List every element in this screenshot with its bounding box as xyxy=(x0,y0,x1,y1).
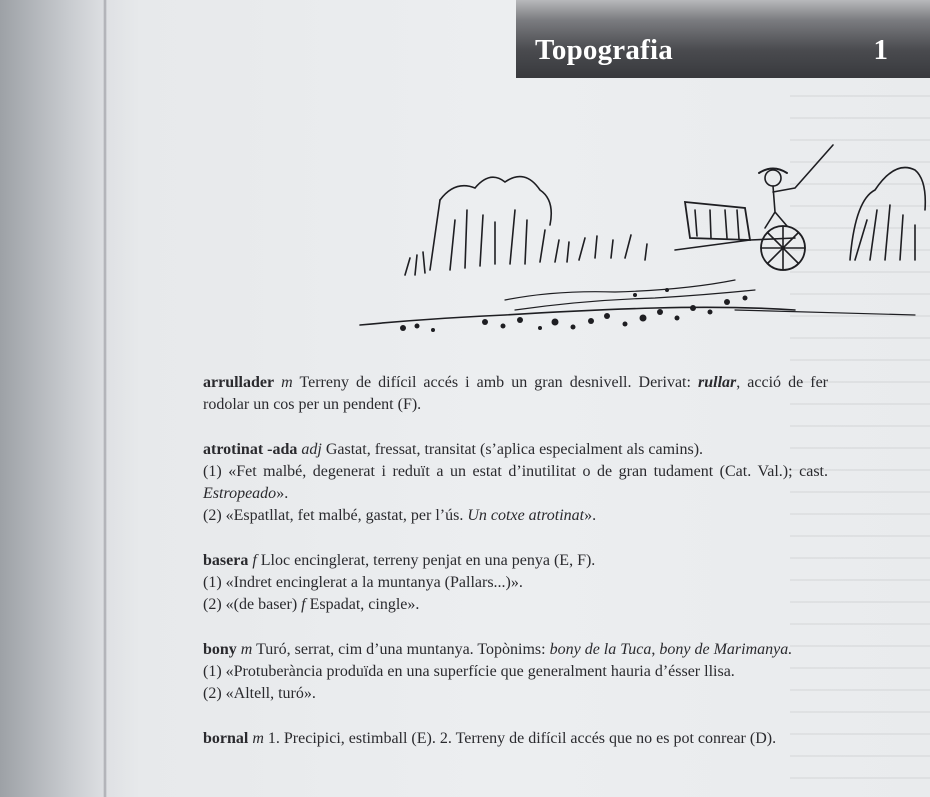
toponym: bony de la Tuca xyxy=(549,641,652,658)
entry-bony xyxy=(203,639,828,705)
entry-text xyxy=(203,439,828,461)
entry-bornal xyxy=(203,728,828,750)
sense-italic: Un cotxe atrotinat xyxy=(467,507,585,524)
sense-1 xyxy=(203,461,828,505)
sense-text: (2) «(de baser) xyxy=(203,596,298,613)
definition: Turó, serrat, cim d’una muntanya. Topònims: xyxy=(256,641,546,658)
entry-text xyxy=(203,728,828,750)
entry-basera xyxy=(203,550,828,616)
chapter-title: Topografia xyxy=(535,34,673,66)
definition: Lloc encinglerat, terreny penjat en una penya (E, F). xyxy=(260,552,596,569)
headword: arrullader xyxy=(203,374,275,391)
chapter-number: 1 xyxy=(873,34,888,66)
definition: Gastat, fressat, transitat (s’aplica especialment als camins). xyxy=(325,441,704,458)
grammatical-category: f xyxy=(252,552,257,569)
entry-text xyxy=(203,550,828,572)
sense-1: (1) «Protuberància produïda en una superfície que generalment hauria d’ésser llisa. xyxy=(203,663,735,680)
chapter-header-bar xyxy=(516,0,930,78)
headword: basera xyxy=(203,552,249,569)
grammatical-category: m xyxy=(281,374,293,391)
headword: bony xyxy=(203,641,237,658)
headword: atrotinat -ada xyxy=(203,441,298,458)
sense-text: (1) «Fet malbé, degenerat i reduït a un estat d’inutilitat o de gran tudament (Cat. Val.); cast. xyxy=(203,463,828,480)
definition: Terreny de difícil accés i amb un gran desnivell. Derivat: xyxy=(299,374,691,391)
glossary-entries xyxy=(203,372,828,773)
period: . xyxy=(788,641,793,658)
sense-end: ». xyxy=(584,507,597,524)
rural-landscape-cart-drawing-icon xyxy=(355,140,930,345)
sense-end: Espadat, cingle». xyxy=(309,596,420,613)
sense-2: (2) «Altell, turó». xyxy=(203,685,316,702)
entry-text xyxy=(203,639,828,661)
sense-italic: f xyxy=(301,596,306,613)
entry-atrotinat xyxy=(203,439,828,527)
sense-text: (2) «Espatllat, fet malbé, gastat, per l’ús. xyxy=(203,507,464,524)
entry-arrullader xyxy=(203,372,828,416)
sense-2 xyxy=(203,505,828,527)
separator: , xyxy=(651,641,656,658)
book-spine-shadow xyxy=(103,0,107,797)
sense-1: (1) «Indret encinglerat a la muntanya (Pallars...)». xyxy=(203,574,523,591)
definition-end: , acció de fer rodolar un cos per un pendent (F). xyxy=(203,374,828,413)
sense-italic: Estropeado xyxy=(203,485,277,502)
definition: 1. Precipici, estimball (E). 2. Terreny de difícil accés que no es pot conrear (D). xyxy=(267,730,777,747)
grammatical-category: m xyxy=(240,641,253,658)
sense-end: ». xyxy=(276,485,289,502)
derived-word: rullar xyxy=(698,374,737,391)
toponym: bony de Marimanya xyxy=(659,641,789,658)
headword: bornal xyxy=(203,730,249,747)
sense-2 xyxy=(203,594,828,616)
grammatical-category: m xyxy=(252,730,264,747)
grammatical-category: adj xyxy=(301,441,322,458)
entry-text xyxy=(203,372,828,416)
